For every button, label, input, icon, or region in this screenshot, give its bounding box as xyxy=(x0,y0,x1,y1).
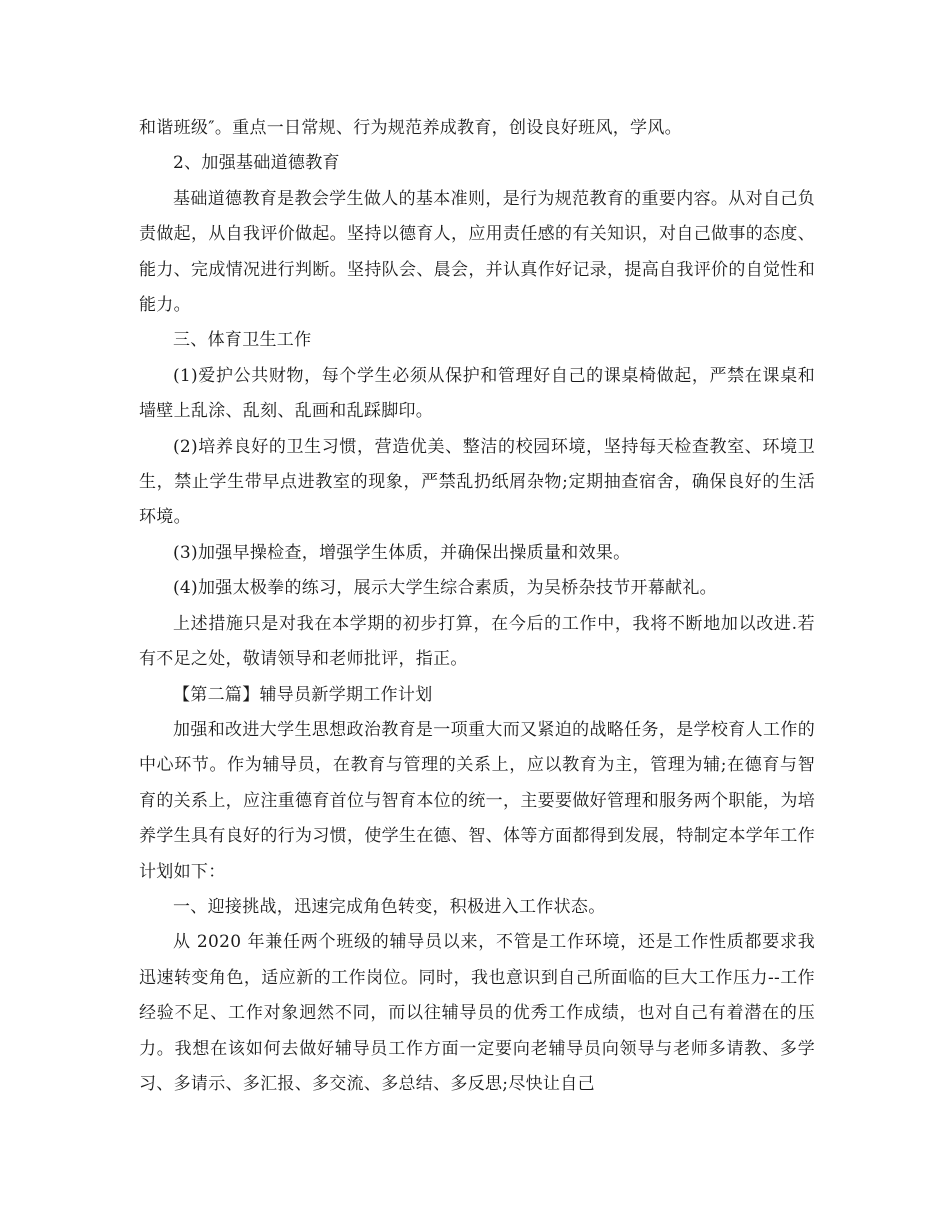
paragraph-intro-second: 加强和改进大学生思想政治教育是一项重大而又紧迫的战略任务，是学校育人工作的中心环节。作为辅导员，在教育与管理的关系上，应以教育为主，管理为辅;在德育与智育的关系上，应注重德育首位与智育本位的统一，主要要做好管理和服务两个职能，为培养学生具有良好的行为习惯，使学生在德、智、体等方面都得到发展，特制定本学年工作计划如下： xyxy=(139,719,815,882)
section-heading-role-transition: 一、迎接挑战，迅速完成角色转变，积极进入工作状态。 xyxy=(173,896,606,917)
paragraph-closing-remarks: 上述措施只是对我在本学期的初步打算，在今后的工作中，我将不断地加以改进.若有不足之处，敬请领导和老师批评，指正。 xyxy=(139,613,815,670)
section-heading-basic-moral-education: 2、加强基础道德教育 xyxy=(173,153,340,174)
list-item-tai-chi: (4)加强太极拳的练习，展示大学生综合素质，为吴桥杂技节开幕献礼。 xyxy=(173,578,717,599)
document-page xyxy=(139,111,815,1102)
paragraph-role-transition: 从 2020 年兼任两个班级的辅导员以来，不管是工作环境，还是工作性质都要求我迅速转变角色，适应新的工作岗位。同时，我也意识到自己所面临的巨大工作压力--工作经验不足、工作对象迥然不同，而以往辅导员的优秀工作成绩，也对自己有着潜在的压力。我想在该如何去做好辅导员工作方面一定要向老辅导员向领导与老师多请教、多学习、多请示、多汇报、多交流、多总结、多反思;尽快让自己 xyxy=(139,932,815,1094)
list-item-hygiene-habits: (2)培养良好的卫生习惯，营造优美、整洁的校园环境，坚持每天检查教室、环境卫生，禁止学生带早点进教室的现象，严禁乱扔纸屑杂物;定期抽查宿舍，确保良好的生活环境。 xyxy=(139,436,815,528)
paragraph-basic-moral-education: 基础道德教育是教会学生做人的基本准则，是行为规范教育的重要内容。从对自己负责做起，从自我评价做起。坚持以德育人，应用责任感的有关知识，对自己做事的态度、能力、完成情况进行判断。坚持队会、晨会，并认真作好记录，提高自我评价的自觉性和能力。 xyxy=(139,188,815,316)
article-title-second: 【第二篇】辅导员新学期工作计划 xyxy=(173,684,433,705)
paragraph-continuation: 和谐班级″。重点一日常规、行为规范养成教育，创设良好班风，学风。 xyxy=(139,118,682,138)
list-item-public-property: (1)爱护公共财物，每个学生必须从保护和管理好自己的课桌椅做起，严禁在课桌和墙壁上乱涂、乱刻、乱画和乱踩脚印。 xyxy=(139,365,815,422)
section-heading-sports-hygiene: 三、体育卫生工作 xyxy=(173,330,312,351)
list-item-morning-exercise: (3)加强早操检查，增强学生体质，并确保出操质量和效果。 xyxy=(173,542,631,563)
